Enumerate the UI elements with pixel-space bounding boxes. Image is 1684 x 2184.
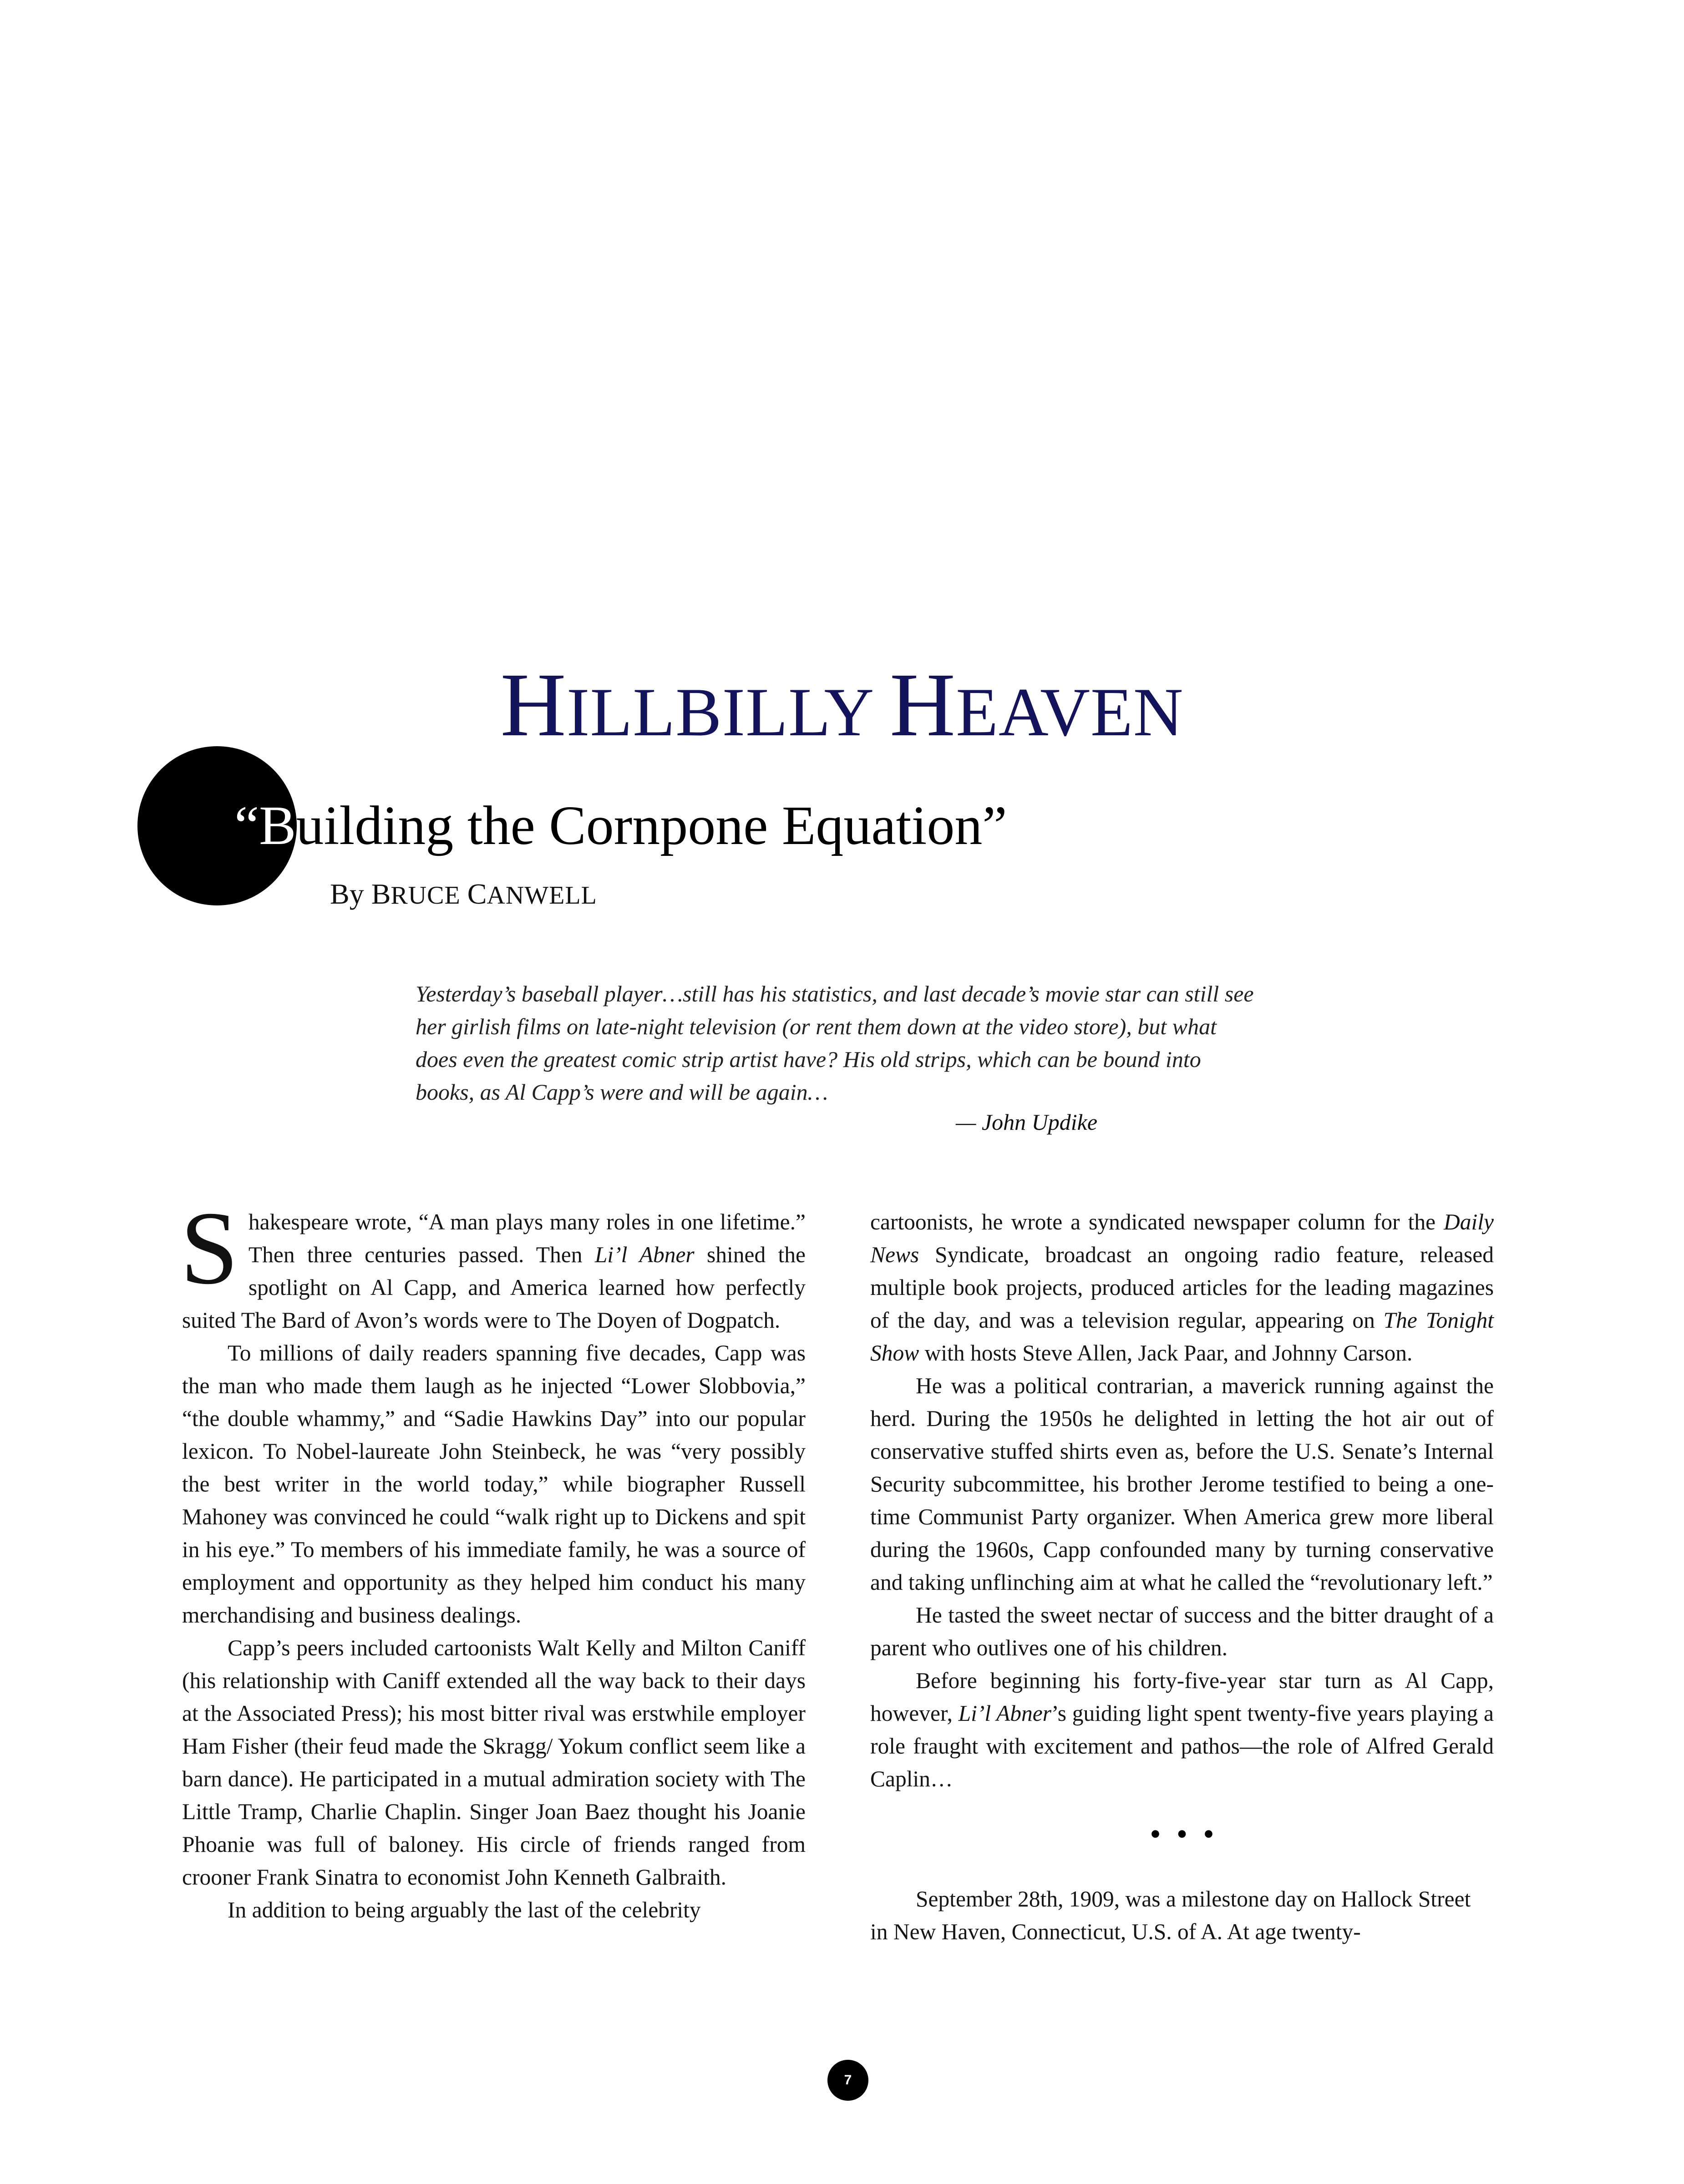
byline-initial-1: B xyxy=(371,878,391,910)
show-title: The Tonight Show xyxy=(870,1308,1494,1365)
paragraph-text: shined the spotlight on Al Capp, and America learned how perfectly suited The Bard of Avon’s words were to The Doyen of Dogpatch. xyxy=(182,1242,806,1333)
epigraph-line: does even the greatest comic strip artist have? His old strips, which can be bound into xyxy=(416,1046,1201,1072)
byline-rest-2: ANWELL xyxy=(487,881,597,910)
epigraph-line: books, as Al Capp’s were and will be again… xyxy=(416,1079,828,1105)
paragraph-text: Before beginning his forty-five-year star turn as Al Capp, however, xyxy=(870,1668,1494,1726)
paragraph: Capp’s peers included cartoonists Walt Kelly and Milton Caniff (his relationship with Caniff extended all the way back to their days at the Associated Press); his most bitter rival was erstwhile employer Ham Fisher (their feud made the Skragg/ Yokum conflict seem like a barn dance). He participated in a mutual admiration society with The Little Tramp, Charlie Chaplin. Singer Joan Baez thought his Joanie Phoanie was full of baloney. His circle of friends ranged from crooner Frank Sinatra to economist John Kenneth Galbraith. xyxy=(182,1635,806,1890)
article-subtitle xyxy=(234,792,1007,860)
paragraph xyxy=(180,1190,806,1337)
right-column xyxy=(870,1206,1494,1948)
paragraph-text: hakespeare wrote, “A man plays many roles in one lifetime.” Then three centuries passed. Then xyxy=(248,1209,806,1267)
title-initial-2: H xyxy=(889,655,956,755)
paragraph: In addition to being arguably the last of the celebrity xyxy=(228,1897,701,1922)
comic-title: Li’l Abner xyxy=(958,1701,1051,1726)
paragraph-text: ’s guiding light spent twenty-five years playing a role fraught with excitement and pathos—the role of Alfred Gerald Caplin… xyxy=(870,1701,1494,1791)
paragraph: September 28th, 1909, was a milestone day on Hallock Street in New Haven, Connecticut, U.S. of A. At age twenty- xyxy=(870,1886,1471,1944)
paragraph-text: with hosts Steve Allen, Jack Paar, and Johnny Carson. xyxy=(919,1340,1413,1365)
publication-name: Daily News xyxy=(870,1209,1494,1267)
paragraph: To millions of daily readers spanning five decades, Capp was the man who made them laugh as he injected “Lower Slobbovia,” “the double whammy,” and “Sadie Hawkins Day” into our popular lexicon. To Nobel-laureate John Steinbeck, he was “very possibly the best writer in the world today,” while biographer Russell Mahoney was convinced he could “walk right up to Dickens and spit in his eye.” To members of his immediate family, he was a source of employment and opportunity as they helped him conduct his many merchandising and business dealings. xyxy=(182,1340,806,1628)
section-separator: ••• xyxy=(1150,1817,1230,1852)
title-rest-1: ILLBILLY xyxy=(566,674,890,750)
epigraph-attribution: — John Updike xyxy=(956,1109,1098,1135)
paragraph-text: Syndicate, broadcast an ongoing radio feature, released multiple book projects, produced articles for the leading magazines of the day, and was a television regular, appearing on xyxy=(870,1242,1494,1333)
byline-by: By xyxy=(330,878,371,910)
epigraph xyxy=(416,977,1254,1108)
left-column xyxy=(180,1190,806,1926)
byline-initial-2: C xyxy=(467,878,487,910)
paragraph: He tasted the sweet nectar of success and the bitter draught of a parent who outlives one of his children. xyxy=(870,1603,1494,1660)
epigraph-line: her girlish films on late-night television (or rent them down at the video store), but what xyxy=(416,1014,1217,1039)
subtitle-initial: “B xyxy=(234,795,296,856)
comic-title: Li’l Abner xyxy=(594,1242,695,1267)
paragraph: He was a political contrarian, a maverick running against the herd. During the 1950s he delighted in letting the hot air out of conservative stuffed shirts even as, before the U.S. Senate’s Internal Security subcommittee, his brother Jerome testified to being a one-time Communist Party organizer. When America grew more liberal during the 1960s, Capp confounded many by turning conservative and taking unflinching aim at what he called the “revolutionary left.” xyxy=(870,1373,1494,1595)
byline-rest-1: RUCE xyxy=(391,881,467,910)
drop-cap: S xyxy=(180,1190,238,1306)
epigraph-line: Yesterday’s baseball player…still has his statistics, and last decade’s movie star can still see xyxy=(416,981,1254,1006)
byline xyxy=(330,876,597,914)
article-title xyxy=(0,655,1684,755)
title-rest-2: EAVEN xyxy=(956,674,1184,750)
subtitle-rest: uilding the Cornpone Equation” xyxy=(296,795,1007,856)
title-initial-1: H xyxy=(500,655,567,755)
paragraph xyxy=(870,1664,1494,1795)
page-number-badge: 7 xyxy=(827,2060,868,2101)
paragraph-text: cartoonists, he wrote a syndicated newspaper column for the xyxy=(870,1209,1444,1234)
paragraph xyxy=(870,1206,1494,1370)
